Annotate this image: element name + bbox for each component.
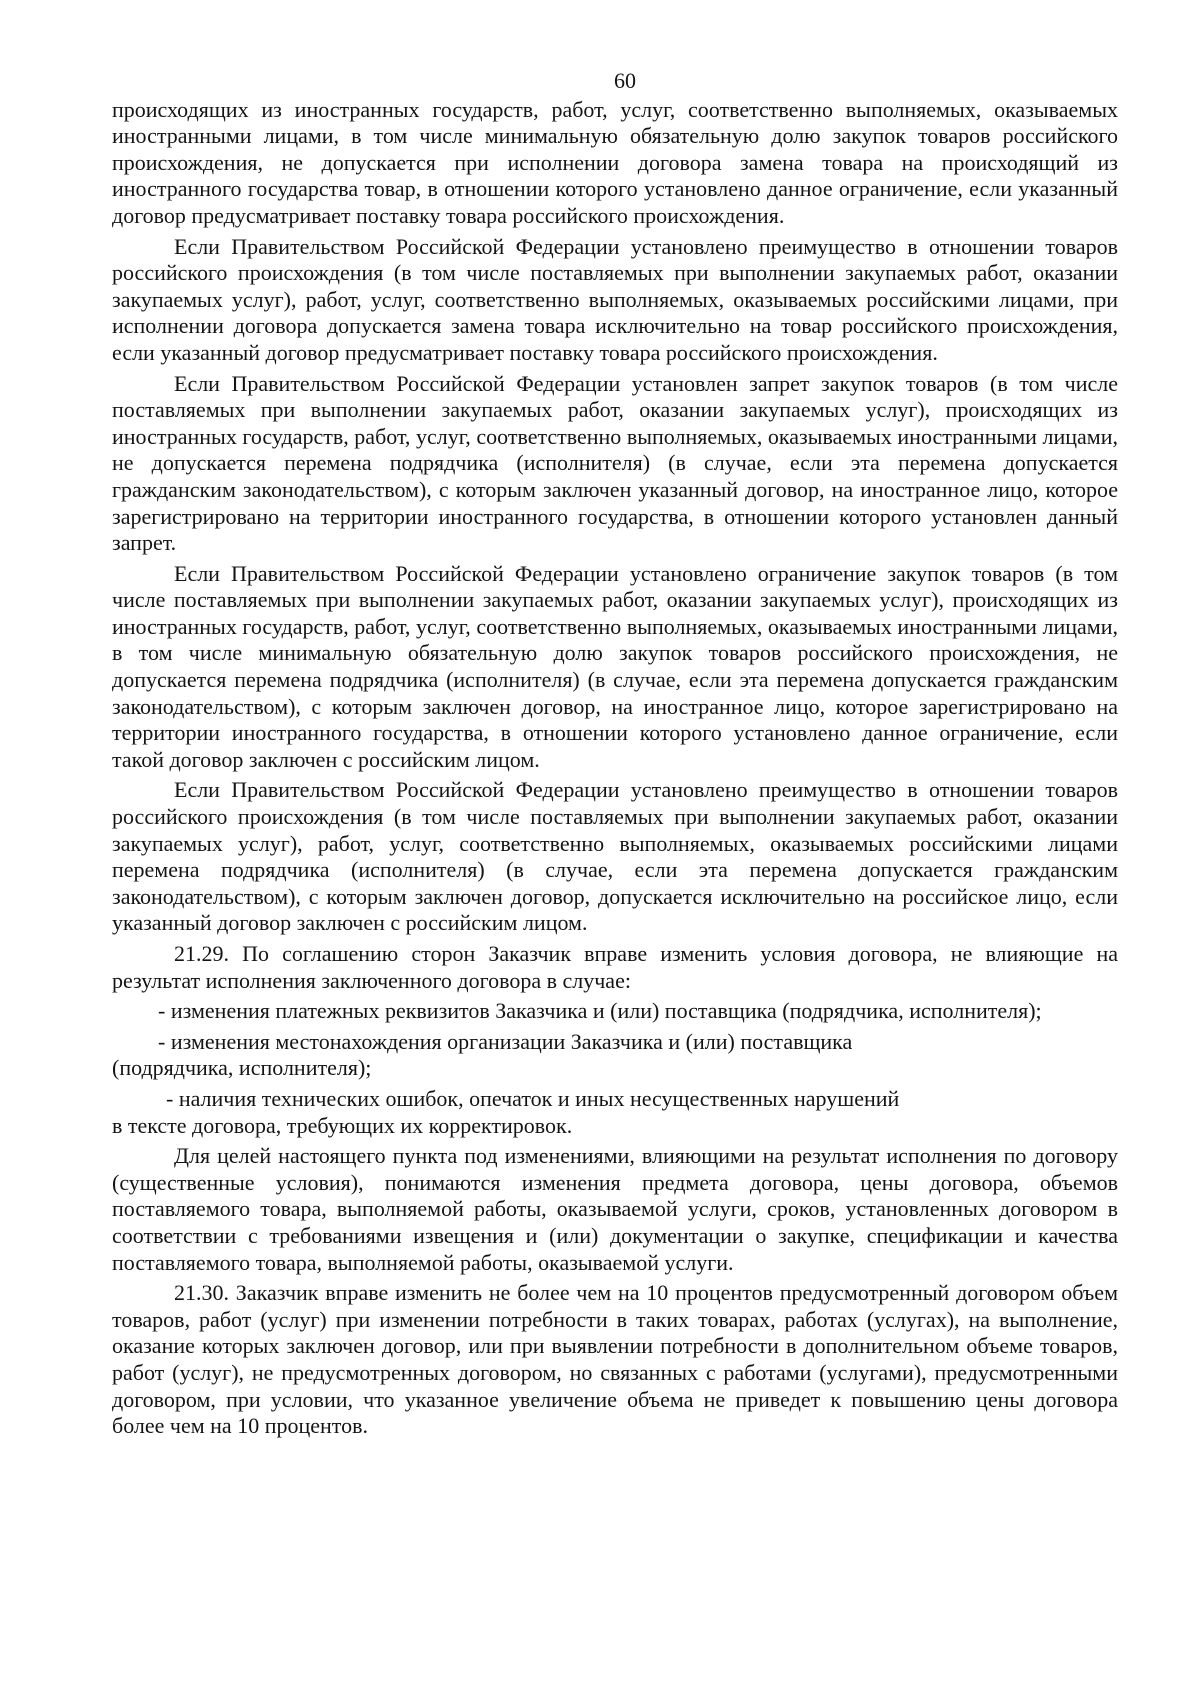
list-item-typos-line1: - наличия технических ошибок, опечаток и иных несущественных нарушений [166,1085,900,1111]
list-item-location-line1: - изменения местонахождения организации Заказчика и (или) поставщика [158,1028,853,1054]
page-number: 60 [614,68,636,93]
paragraph-essential-conditions: Для целей настоящего пункта под изменениями, влияющими на результат исполнения по договору (существенные условия), понимаются изменения предмета договора, цены договора, объемов поставляемого товара, выполняемой работы, оказываемой услуги, сроков, установленных договором в соответствии с требованиями извещения и (или) документации о закупке, спецификации и качества поставляемого товара, выполняемой работы, оказываемой услуги. [112,1143,1118,1275]
paragraph-preference-replacement: Если Правительством Российской Федерации установлено преимущество в отношении товаров российского происхождения (в том числе поставляемых при выполнении закупаемых работ, оказании закупаемых услуг), работ, услуг, соответственно выполняемых, оказываемых российскими лицами, при исполнении договора допускается замена товара исключительно на товар российского происхождения, если указанный договор предусматривает поставку товара российского происхождения. [112,233,1118,365]
clause-21-30: 21.30. Заказчик вправе изменить не более чем на 10 процентов предусмотренный договором объем товаров, работ (услуг) при изменении потребности в таких товарах, работах (услугах), на выполнение, оказание которых заключен договор, или при выявлении потребности в дополнительном объеме товаров, работ (услуг), не предусмотренных договором, но связанных с работами (услугами), предусмотренными договором, при условии, что указанное увеличение объема не приведет к повышению цены договора более чем на 10 процентов. [112,1280,1118,1439]
paragraph-restriction-contractor-change: Если Правительством Российской Федерации установлено ограничение закупок товаров (в том числе поставляемых при выполнении закупаемых работ, оказании закупаемых услуг), происходящих из иностранных государств, работ, услуг, соответственно выполняемых, оказываемых иностранными лицами, в том числе минимальную обязательную долю закупок товаров российского происхождения, не допускается перемена подрядчика (исполнителя) (в случае, если эта перемена допускается гражданским законодательством), с которым заключен договор, на иностранное лицо, которое зарегистрировано на территории иностранного государства, в отношении которого установлено данное ограничение, если такой договор заключен с российским лицом. [112,560,1118,772]
list-item-typos-line2: в тексте договора, требующих их корректировок. [112,1112,573,1138]
list-item-location [112,1029,1118,1082]
paragraph-continuation: происходящих из иностранных государств, работ, услуг, соответственно выполняемых, оказываемых иностранными лицами, в том числе минимальную обязательную долю закупок товаров российского происхождения, не допускается при исполнении договора замена товара на происходящий из иностранного государства товар, в отношении которого установлено данное ограничение, если указанный договор предусматривает поставку товара российского происхождения. [112,96,1118,228]
clause-21-29: 21.29. По соглашению сторон Заказчик вправе изменить условия договора, не влияющие на результат исполнения заключенного договора в случае: [112,941,1118,993]
paragraph-ban-contractor-change: Если Правительством Российской Федерации установлен запрет закупок товаров (в том числе поставляемых при выполнении закупаемых работ, оказании закупаемых услуг), происходящих из иностранных государств, работ, услуг, соответственно выполняемых, оказываемых иностранными лицами, не допускается перемена подрядчика (исполнителя) (в случае, если эта перемена допускается гражданским законодательством), с которым заключен указанный договор, на иностранное лицо, которое зарегистрировано на территории иностранного государства, в отношении которого установлен данный запрет. [112,370,1118,556]
list-item-typos [112,1086,1118,1139]
paragraph-preference-contractor-change: Если Правительством Российской Федерации установлено преимущество в отношении товаров российского происхождения (в том числе поставляемых при выполнении закупаемых работ, оказании закупаемых услуг), работ, услуг, соответственно выполняемых, оказываемых российскими лицами перемена подрядчика (исполнителя) (в случае, если эта перемена допускается гражданским законодательством), с которым заключен договор, допускается исключительно на российское лицо, если указанный договор заключен с российским лицом. [112,777,1118,936]
list-item-location-line2: (подрядчика, исполнителя); [112,1055,372,1081]
list-item-payment-details: - изменения платежных реквизитов Заказчика и (или) поставщика (подрядчика, исполнителя); [158,998,1042,1024]
